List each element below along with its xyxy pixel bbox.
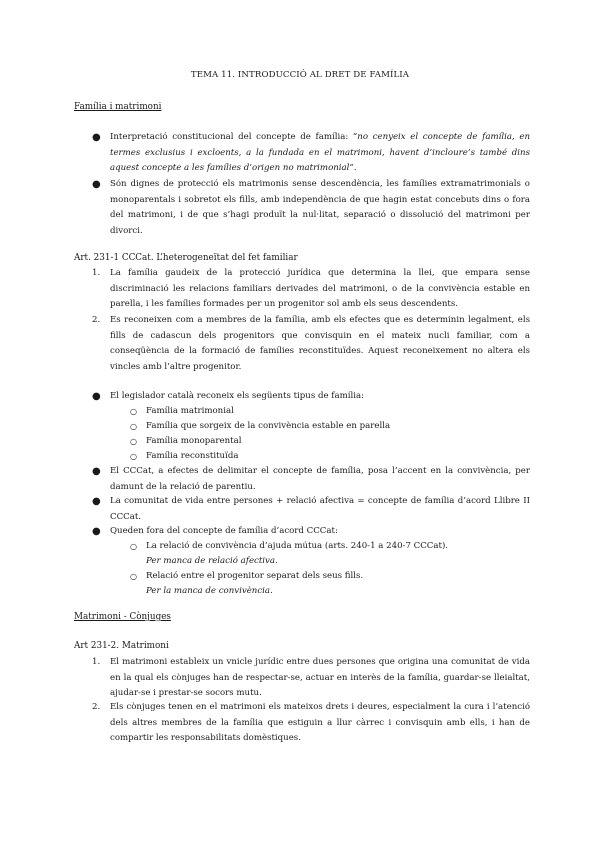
list-number: 1.	[92, 268, 101, 278]
article-item-2: Els cònjuges tenen en el matrimoni els mateixos drets i deures, especialment la cura i l’atenció dels altres membres de la família que estiguin a llur càrrec i convisquin amb ells, i han de compartir les responsabilitats domèstiques.	[110, 702, 530, 743]
bullet-text: Interpretació constitucional del concepte de família:	[110, 132, 353, 142]
excluded-item: Relació entre el progenitor separat dels seus fills.	[146, 571, 364, 581]
bullet-item-interpretacio	[110, 130, 530, 177]
bullet-marker: ●	[92, 466, 101, 477]
page-title: TEMA 11. INTRODUCCIÓ AL DRET DE FAMÍLIA	[190, 70, 410, 80]
circle-marker: ○	[130, 572, 137, 581]
article-item-2: Es reconeixen com a membres de la família, amb els efectes que es determinin legalment, els fills de cadascun dels progenitors que convisquin en el mateix nucli familiar, com a conseqüència de la formació de famílies reconstituïdes. Aquest reconeixement no altera els vincles amb l’altre progenitor.	[110, 315, 530, 372]
bullet-marker: ●	[92, 526, 101, 537]
list-number: 2.	[92, 315, 101, 325]
circle-marker: ○	[130, 452, 137, 461]
bullet-quote: “no cenyeix el concepte de família, en termes exclusius i excloents, a la fundada en el matrimoni, havent d’incloure’s també dins aquest concepte a les famílies d’origen no matrimonial”	[110, 132, 530, 173]
bullet-item-queden-fora: Queden fora del concepte de família d’acord CCCat:	[110, 526, 338, 536]
family-type: Família matrimonial	[146, 406, 234, 416]
section-heading-familia-matrimoni: Família i matrimoni	[74, 102, 162, 112]
bullet-text-end: .	[353, 163, 357, 173]
circle-marker: ○	[130, 422, 137, 431]
article-item-1: El matrimoni estableix un vnicle jurídic entre dues persones que origina una comunitat de vida en la qual els cònjuges han de respectar-se, actuar en interès de la família, guardar-se lleialtat, ajudar-se i prestar-se socors mutu.	[110, 657, 530, 698]
article-item-1: La família gaudeix de la protecció jurídica que determina la llei, que empara sense discriminació les relacions familiars derivades del matrimoni, o de la convivència estable en parella, i les famílies formades per un progenitor sol amb els seus descendents.	[110, 268, 530, 309]
bullet-marker: ●	[92, 132, 101, 143]
section-heading-matrimoni-conjuges: Matrimoni - Cònjuges	[74, 612, 171, 622]
circle-marker: ○	[130, 437, 137, 446]
circle-marker: ○	[130, 407, 137, 416]
article-heading-231-1: Art. 231-1 CCCat. L’heterogeneïtat del fet familiar	[74, 253, 298, 263]
bullet-marker: ●	[92, 179, 101, 190]
list-number: 1.	[92, 657, 101, 667]
excluded-note: Per la manca de convivència.	[146, 586, 273, 596]
list-number: 2.	[92, 702, 101, 712]
family-type: Família que sorgeix de la convivència estable en parella	[146, 421, 391, 431]
family-type: Família reconstituïda	[146, 451, 239, 461]
excluded-item: La relació de convivència d’ajuda mútua (arts. 240-1 a 240-7 CCCat).	[146, 541, 449, 551]
bullet-marker: ●	[92, 496, 101, 507]
excluded-note: Per manca de relació afectiva.	[146, 556, 278, 566]
bullet-item-proteccio: Són dignes de protecció els matrimonis sense descendència, les famílies extramatrimonials o monoparentals i sobretot els fills, amb independència de que hagin estat concebuts dins o fora del matrimoni, i de que s’hagi produït la nul·litat, separació o dissolució del matrimoni per divorci.	[110, 179, 530, 236]
article-heading-231-2: Art 231-2. Matrimoni	[74, 641, 169, 651]
circle-marker: ○	[130, 542, 137, 551]
bullet-item-comunitat: La comunitat de vida entre persones + relació afectiva = concepte de família d’acord Llibre II CCCat.	[110, 496, 530, 522]
bullet-item-convivencia: El CCCat, a efectes de delimitar el concepte de família, posa l’accent en la convivència, per damunt de la relació de parentiu.	[110, 466, 530, 492]
bullet-marker: ●	[92, 391, 101, 402]
bullet-item-tipus: El legislador català reconeix els següents tipus de família:	[110, 391, 365, 401]
family-type: Família monoparental	[146, 436, 242, 446]
